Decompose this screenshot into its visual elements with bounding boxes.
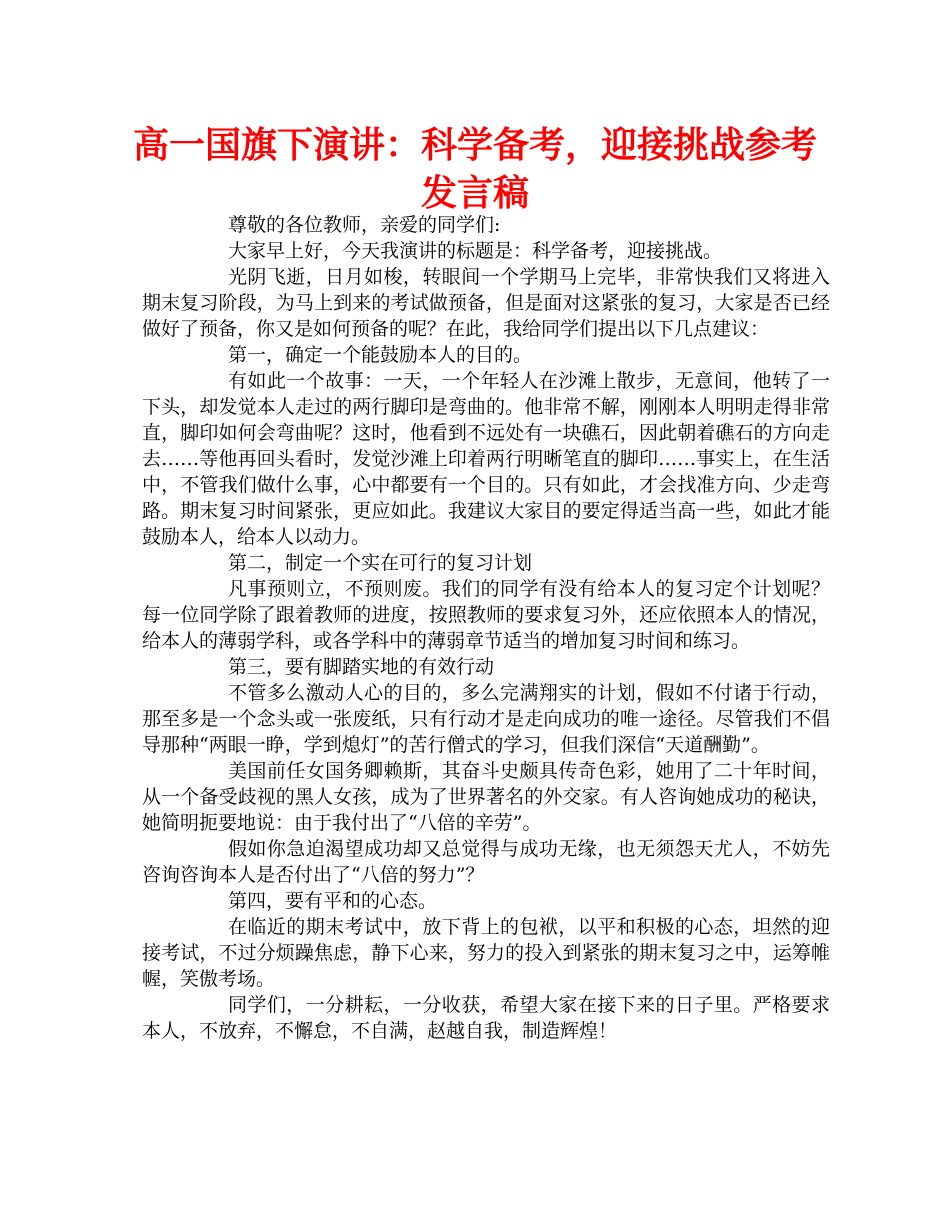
paragraph-closing: 同学们，一分耕耘，一分收获，希望大家在接下来的日子里。严格要求本人，不放弃，不懈怠，不自满，赵越自我，制造辉煌！	[142, 994, 830, 1042]
paragraph-intro: 光阴飞逝，日月如梭，转眼间一个学期马上完毕，非常快我们又将进入期末复习阶段，为马上到来的考试做预备，但是面对这紧张的复习，大家是否已经做好了预备，你又是如何预备的呢？在此，我给同学们提出以下几点建议：	[142, 266, 830, 340]
paragraph-point-one-heading: 第一，确定一个能鼓励本人的目的。	[228, 344, 533, 366]
paragraph-point-four-heading: 第四，要有平和的心态。	[228, 890, 438, 912]
paragraph-greeting: 尊敬的各位教师，亲爱的同学们:	[228, 214, 501, 236]
paragraph-topic: 大家早上好，今天我演讲的标题是：科学备考，迎接挑战。	[228, 240, 723, 262]
paragraph-plan: 凡事预则立，不预则废。我们的同学有没有给本人的复习定个计划呢？每一位同学除了跟着教师的进度，按照教师的要求复习外，还应依照本人的情况，给本人的薄弱学科，或各学科中的薄弱章节适当的增加复习时间和练习。	[142, 578, 830, 652]
paragraph-point-three-heading: 第三，要有脚踏实地的有效行动	[228, 656, 495, 678]
paragraph-effort-question: 假如你急迫渴望成功却又总觉得与成功无缘，也无须怨天尤人，不妨先咨询咨询本人是否付出了“八倍的努力”？	[142, 838, 830, 886]
paragraph-mindset: 在临近的期末考试中，放下背上的包袱，以平和积极的心态，坦然的迎接考试，不过分烦躁焦虑，静下心来，努力的投入到紧张的期末复习之中，运筹帷幄，笑傲考场。	[142, 916, 830, 990]
paragraph-rice-example: 美国前任女国务卿赖斯，其奋斗史颇具传奇色彩，她用了二十年时间，从一个备受歧视的黑人女孩，成为了世界著名的外交家。有人咨询她成功的秘诀，她简明扼要地说：由于我付出了“八倍的辛劳”。	[142, 760, 830, 834]
paragraph-story: 有如此一个故事：一天，一个年轻人在沙滩上散步，无意间，他转了一下头，却发觉本人走过的两行脚印是弯曲的。他非常不解，刚刚本人明明走得非常直，脚印如何会弯曲呢？这时，他看到不远处有一块礁石，因此朝着礁石的方向走去……等他再回头看时，发觉沙滩上印着两行明晰笔直的脚印……事实上，在生活中，不管我们做什么事，心中都要有一个目的。只有如此，才会找准方向、少走弯路。期末复习时间紧张，更应如此。我建议大家目的要定得适当高一些，如此才能鼓励本人，给本人以动力。	[142, 370, 830, 548]
document-body	[142, 212, 830, 1044]
paragraph-action: 不管多么激动人心的目的，多么完满翔实的计划，假如不付诸于行动，那至多是一个念头或一张废纸，只有行动才是走向成功的唯一途径。尽管我们不倡导那种“两眼一睁，学到熄灯”的苦行僧式的学习，但我们深信“天道酬勤”。	[142, 682, 830, 756]
document-title: 高一国旗下演讲：科学备考，迎接挑战参考发言稿	[132, 125, 817, 214]
paragraph-point-two-heading: 第二，制定一个实在可行的复习计划	[228, 552, 533, 574]
